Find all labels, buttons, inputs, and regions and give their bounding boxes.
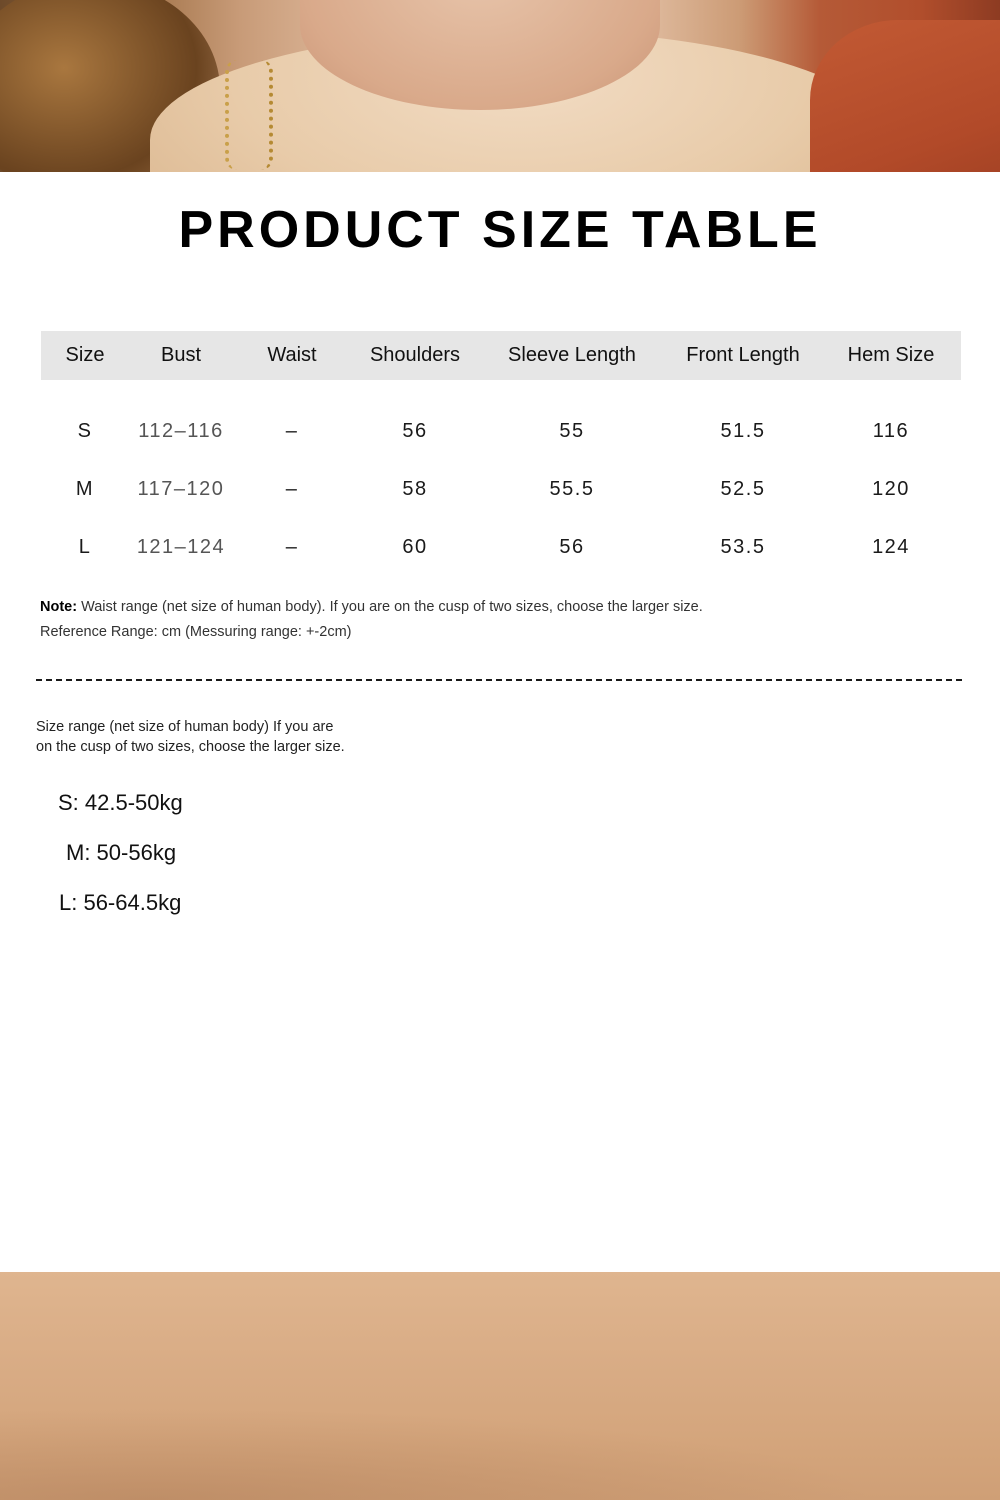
header-waist: Waist bbox=[267, 344, 317, 366]
header-bust: Bust bbox=[160, 344, 202, 366]
size-note bbox=[40, 595, 703, 645]
size-range-line-2: on the cusp of two sizes, choose the larger size. bbox=[36, 739, 345, 755]
cell-hem-size: 116 bbox=[872, 419, 910, 442]
reference-range: Reference Range: cm (Messuring range: +-2cm) bbox=[40, 624, 352, 640]
header-size: Size bbox=[65, 344, 105, 366]
cell-bust: 121–124 bbox=[136, 535, 226, 558]
cell-bust: 117–120 bbox=[137, 477, 225, 500]
weight-item-m: M: 50-56kg bbox=[66, 840, 177, 865]
header-sleeve-length: Sleeve Length bbox=[508, 344, 636, 366]
cell-shoulders: 60 bbox=[402, 535, 428, 558]
size-table bbox=[41, 331, 961, 576]
cell-size: M bbox=[75, 477, 95, 500]
cell-front-length: 52.5 bbox=[720, 477, 766, 500]
fabric-fold bbox=[0, 1392, 1000, 1500]
page-title: PRODUCT SIZE TABLE bbox=[178, 201, 822, 259]
cell-front-length: 53.5 bbox=[720, 535, 766, 558]
cell-hem-size: 120 bbox=[872, 477, 910, 500]
cell-shoulders: 56 bbox=[402, 419, 428, 442]
size-range-description bbox=[36, 717, 396, 757]
size-range-line-1: Size range (net size of human body) If you are bbox=[36, 719, 334, 735]
table-row bbox=[41, 518, 961, 576]
cell-waist: – bbox=[285, 477, 299, 500]
cell-sleeve-length: 56 bbox=[559, 535, 585, 558]
note-label: Note: bbox=[40, 599, 78, 615]
cell-size: S bbox=[77, 419, 93, 442]
cell-bust: 112–116 bbox=[138, 419, 224, 442]
cell-size: L bbox=[78, 535, 92, 558]
table-row bbox=[41, 402, 961, 460]
cell-shoulders: 58 bbox=[402, 477, 428, 500]
note-line bbox=[40, 595, 703, 620]
table-header-row bbox=[41, 331, 961, 380]
cell-sleeve-length: 55 bbox=[559, 419, 585, 442]
cell-sleeve-length: 55.5 bbox=[549, 477, 595, 500]
weight-item-l: L: 56-64.5kg bbox=[59, 890, 182, 915]
table-row bbox=[41, 460, 961, 518]
header-hem-size: Hem Size bbox=[847, 344, 935, 366]
cell-front-length: 51.5 bbox=[720, 419, 766, 442]
fabric-photo-bottom bbox=[0, 1272, 1000, 1500]
header-shoulders: Shoulders bbox=[369, 344, 461, 366]
header-front-length: Front Length bbox=[686, 344, 800, 366]
dashed-divider bbox=[36, 679, 962, 681]
weight-item-s: S: 42.5-50kg bbox=[58, 790, 183, 815]
model-photo-top bbox=[0, 0, 1000, 172]
note-text: Waist range (net size of human body). If you are on the cusp of two sizes, choose the larger size. bbox=[81, 599, 703, 615]
cell-hem-size: 124 bbox=[872, 535, 910, 558]
sleeve-shape bbox=[810, 20, 1000, 172]
cell-waist: – bbox=[285, 535, 299, 558]
cell-waist: – bbox=[285, 419, 299, 442]
necklace-chain bbox=[225, 60, 273, 170]
